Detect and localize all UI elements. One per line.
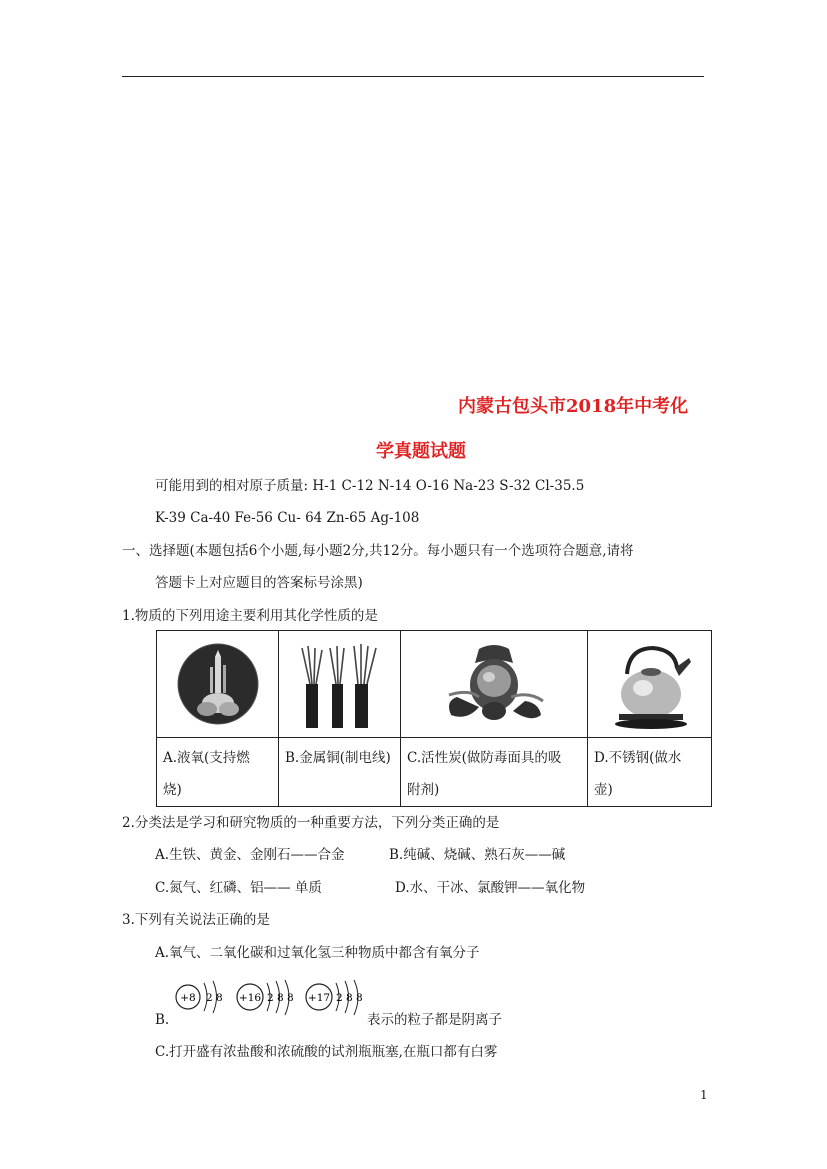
- q1-option-b-caption: [279, 738, 401, 807]
- q1-option-a-image-cell: [157, 631, 279, 738]
- copper-wires-image: [292, 638, 388, 730]
- q3-option-b-text: 表示的粒子都是阴离子: [367, 1012, 502, 1028]
- gas-mask-image: [439, 641, 549, 727]
- q1-options-table: [156, 630, 712, 807]
- section-heading: 一、选择题(本题包括6个小题,每小题2分,共12分。每小题只有一个选项符合题意,请将: [122, 543, 634, 559]
- q2-option-b: B.纯碱、烧碱、熟石灰——碱: [389, 847, 566, 863]
- document-title-line1: 内蒙古包头市2018年中考化: [458, 396, 689, 417]
- header-rule: [122, 76, 704, 77]
- section-heading-cont: 答题卡上对应题目的答案标号涂黑): [155, 575, 363, 591]
- atom-2-nucleus: +16: [238, 992, 262, 1004]
- atom-structure-diagrams: [172, 980, 368, 1020]
- atom-1-nucleus: +8: [180, 992, 196, 1004]
- q3-option-b-label: B.: [155, 1012, 170, 1028]
- q2-stem: 2.分类法是学习和研究物质的一种重要方法，下列分类正确的是: [122, 815, 500, 831]
- atom-diagram-oxygen: [176, 981, 223, 1013]
- q3-option-a: A.氧气、二氧化碳和过氧化氢三种物质中都含有氧分子: [155, 945, 480, 961]
- q1-stem: 1.物质的下列用途主要利用其化学性质的是: [122, 608, 378, 624]
- atom-diagram-sulfur: [237, 980, 294, 1015]
- atom-2-shells: 2 8 8: [267, 992, 294, 1004]
- document-title-line2: 学真题试题: [376, 441, 466, 462]
- q1-option-b-line1: B.金属铜(制电线): [285, 750, 391, 766]
- q1-option-c-line1: C.活性炭(做防毒面具的吸: [407, 750, 562, 766]
- q2-option-a: A.生铁、黄金、金刚石——合金: [155, 847, 345, 863]
- q1-option-c-caption: [401, 738, 588, 807]
- q1-option-a-line1: A.液氧(支持燃: [163, 750, 250, 766]
- q1-option-d-line2: 壶): [594, 782, 613, 798]
- q1-option-d-line1: D.不锈钢(做水: [594, 750, 682, 766]
- q2-option-d: D.水、干冰、氯酸钾——氧化物: [395, 880, 586, 896]
- q1-option-a-caption: [157, 738, 279, 807]
- q3-stem: 3.下列有关说法正确的是: [122, 912, 270, 928]
- kettle-image: [605, 638, 695, 730]
- q3-option-c: C.打开盛有浓盐酸和浓硫酸的试剂瓶瓶塞,在瓶口都有白雾: [155, 1044, 498, 1060]
- rocket-launch-image: [177, 643, 259, 725]
- atom-3-nucleus: +17: [307, 992, 331, 1004]
- q1-option-d-image-cell: [588, 631, 712, 738]
- q1-option-a-line2: 烧): [163, 782, 182, 798]
- q1-option-b-image-cell: [279, 631, 401, 738]
- q1-option-c-line2: 附剂): [407, 782, 440, 798]
- atomic-masses-line1: 可能用到的相对原子质量: H-1 C-12 N-14 O-16 Na-23 S-32 Cl-35.5: [155, 478, 585, 494]
- atom-3-shells: 2 8 8: [336, 992, 363, 1004]
- q2-option-c: C.氮气、红磷、铝—— 单质: [155, 880, 322, 896]
- page-number: 1: [700, 1088, 708, 1102]
- q1-option-c-image-cell: [401, 631, 588, 738]
- atom-1-shells: 2 8: [206, 992, 223, 1004]
- atom-diagram-chlorine: [306, 980, 363, 1015]
- atomic-masses-line2: K-39 Ca-40 Fe-56 Cu- 64 Zn-65 Ag-108: [155, 510, 420, 526]
- q1-option-d-caption: [588, 738, 712, 807]
